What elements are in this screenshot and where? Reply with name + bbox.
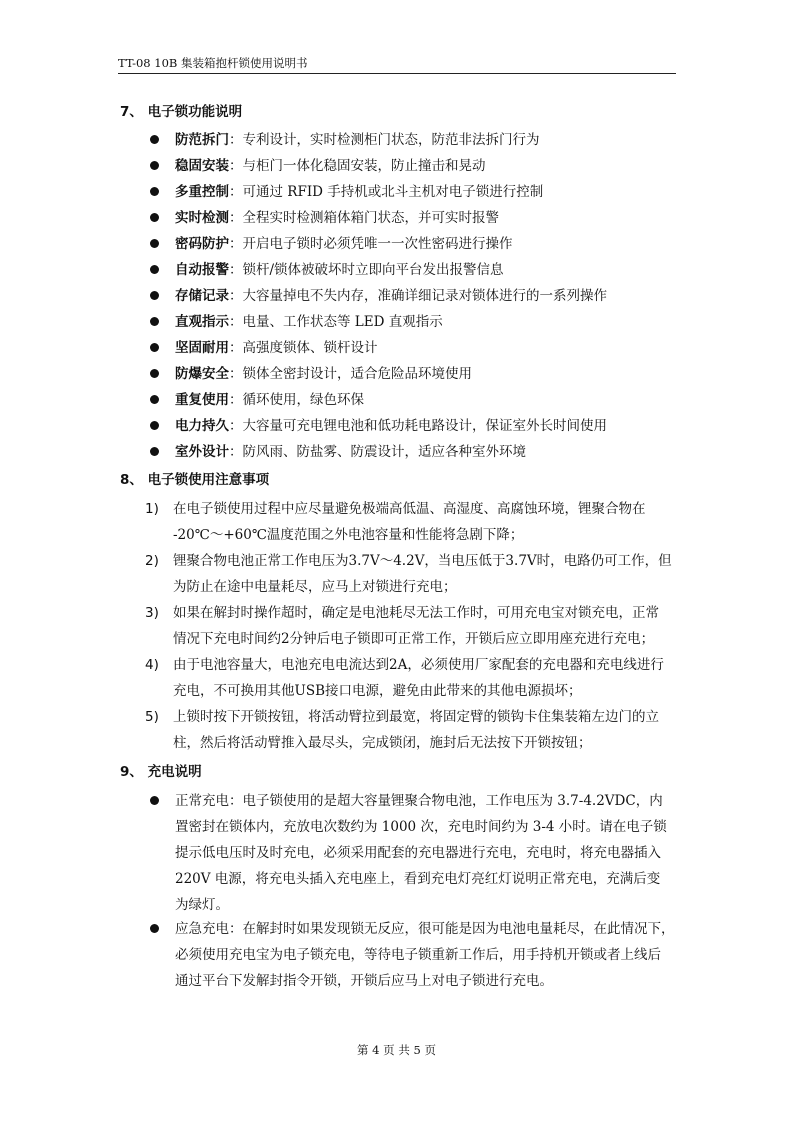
paragraph-line: 正常充电：电子锁使用的是超大容量锂聚合物电池，工作电压为 3.7-4.2VDC，内 — [175, 793, 663, 809]
feature-description: 循环使用，绿色环保 — [242, 392, 364, 408]
header-divider — [118, 73, 676, 74]
feature-separator: ： — [229, 444, 243, 460]
section-9-title: 9、 充电说明 — [120, 764, 202, 780]
feature-label: 坚固耐用 — [175, 340, 229, 356]
feature-description: 电量、工作状态等 LED 直观指示 — [242, 314, 443, 330]
feature-label: 重复使用 — [175, 392, 229, 408]
feature-text — [175, 390, 364, 410]
feature-text — [175, 130, 540, 150]
feature-description: 锁杆/锁体被破坏时立即向平台发出报警信息 — [242, 262, 504, 278]
bullet-icon — [150, 343, 159, 352]
bullet-icon — [150, 421, 159, 430]
feature-text — [175, 442, 526, 462]
item-number: 5) — [145, 709, 159, 725]
feature-description: 可通过 RFID 手持机或北斗主机对电子锁进行控制 — [242, 184, 544, 200]
feature-label: 自动报警 — [175, 262, 229, 278]
feature-label: 稳固安装 — [175, 158, 229, 174]
paragraph-line: 必须使用充电宝为电子锁充电，等待电子锁重新工作后，用手持机开锁或者上线后 — [175, 947, 661, 963]
bullet-icon — [150, 213, 159, 222]
bullet-icon — [150, 447, 159, 456]
paragraph-line: 应急充电：在解封时如果发现锁无反应，很可能是因为电池电量耗尽，在此情况下， — [175, 921, 675, 937]
feature-separator: ： — [229, 184, 243, 200]
feature-text — [175, 260, 504, 280]
feature-description: 大容量可充电锂电池和低功耗电路设计，保证室外长时间使用 — [242, 418, 607, 434]
feature-description: 高强度锁体、锁杆设计 — [242, 340, 378, 356]
page-number: 第 4 页 共 5 页 — [357, 1043, 436, 1057]
section-7-title: 7、 电子锁功能说明 — [120, 104, 243, 120]
paragraph-line: 通过平台下发解封指令开锁，开锁后应马上对电子锁进行充电。 — [175, 973, 553, 989]
bullet-icon — [150, 161, 159, 170]
feature-separator: ： — [229, 366, 243, 382]
feature-separator: ： — [229, 132, 243, 148]
feature-label: 密码防护 — [175, 236, 229, 252]
feature-label: 防爆安全 — [175, 366, 229, 382]
feature-text — [175, 156, 486, 176]
precaution-line: 锂聚合物电池正常工作电压为3.7V～4.2V，当电压低于3.7V时，电路仍可工作，但 — [173, 553, 672, 569]
feature-separator: ： — [229, 314, 243, 330]
feature-separator: ： — [229, 158, 243, 174]
precaution-line: 由于电池容量大，电池充电电流达到2A，必须使用厂家配套的充电器和充电线进行 — [173, 657, 664, 673]
bullet-icon — [150, 369, 159, 378]
feature-label: 多重控制 — [175, 184, 229, 200]
feature-label: 防范拆门 — [175, 132, 229, 148]
item-number: 1) — [145, 501, 159, 517]
bullet-icon — [150, 291, 159, 300]
bullet-icon — [150, 796, 159, 805]
item-number: 4) — [145, 657, 159, 673]
feature-text — [175, 312, 443, 332]
bullet-icon — [150, 317, 159, 326]
feature-text — [175, 286, 607, 306]
item-number: 3) — [145, 605, 159, 621]
feature-label: 室外设计 — [175, 444, 229, 460]
precaution-line: 柱，然后将活动臂推入最尽头，完成锁闭，施封后无法按下开锁按钮； — [173, 735, 592, 751]
precaution-line: 为防止在途中电量耗尽，应马上对锁进行充电； — [173, 579, 457, 595]
precaution-line: -20℃～+60℃温度范围之外电池容量和性能将急剧下降； — [173, 527, 524, 543]
feature-label: 存储记录 — [175, 288, 229, 304]
feature-text — [175, 364, 472, 384]
feature-text — [175, 416, 607, 436]
bullet-icon — [150, 239, 159, 248]
feature-separator: ： — [229, 236, 243, 252]
feature-separator: ： — [229, 262, 243, 278]
feature-description: 锁体全密封设计，适合危险品环境使用 — [242, 366, 472, 382]
item-number: 2) — [145, 553, 159, 569]
feature-description: 大容量掉电不失内存，准确详细记录对锁体进行的一系列操作 — [242, 288, 607, 304]
feature-description: 全程实时检测箱体箱门状态，并可实时报警 — [242, 210, 499, 226]
precaution-line: 如果在解封时操作超时，确定是电池耗尽无法工作时，可用充电宝对锁充电，正常 — [173, 605, 659, 621]
feature-label: 直观指示 — [175, 314, 229, 330]
feature-description: 与柜门一体化稳固安装，防止撞击和晃动 — [242, 158, 486, 174]
bullet-icon — [150, 187, 159, 196]
feature-text — [175, 338, 378, 358]
feature-text — [175, 234, 513, 254]
feature-description: 开启电子锁时必须凭唯一一次性密码进行操作 — [242, 236, 513, 252]
feature-separator: ： — [229, 288, 243, 304]
document-header: TT-08 10B 集装箱抱杆锁使用说明书 — [118, 56, 308, 70]
feature-separator: ： — [229, 210, 243, 226]
bullet-icon — [150, 924, 159, 933]
paragraph-line: 提示低电压时及时充电，必须采用配套的充电器进行充电，充电时，将充电器插入 — [175, 845, 661, 861]
feature-description: 防风雨、防盐雾、防震设计，适应各种室外环境 — [242, 444, 526, 460]
precaution-line: 上锁时按下开锁按钮，将活动臂拉到最宽，将固定臂的锁钩卡住集装箱左边门的立 — [173, 709, 659, 725]
feature-label: 电力持久 — [175, 418, 229, 434]
paragraph-line: 220V 电源，将充电头插入充电座上，看到充电灯亮红灯说明正常充电，充满后变 — [175, 871, 661, 887]
bullet-icon — [150, 265, 159, 274]
paragraph-line: 为绿灯。 — [175, 897, 229, 913]
precaution-line: 情况下充电时间约2分钟后电子锁即可正常工作，开锁后应立即用座充进行充电； — [173, 631, 655, 647]
paragraph-line: 置密封在锁体内，充放电次数约为 1000 次，充电时间约为 3-4 小时。请在电子锁 — [175, 819, 667, 835]
feature-separator: ： — [229, 418, 243, 434]
feature-description: 专利设计，实时检测柜门状态，防范非法拆门行为 — [242, 132, 540, 148]
feature-separator: ： — [229, 392, 243, 408]
precaution-line: 充电，不可换用其他USB接口电源，避免由此带来的其他电源损坏； — [173, 683, 582, 699]
feature-text — [175, 182, 543, 202]
feature-separator: ： — [229, 340, 243, 356]
bullet-icon — [150, 135, 159, 144]
feature-text — [175, 208, 499, 228]
bullet-icon — [150, 395, 159, 404]
feature-label: 实时检测 — [175, 210, 229, 226]
precaution-line: 在电子锁使用过程中应尽量避免极端高低温、高湿度、高腐蚀环境，锂聚合物在 — [173, 501, 646, 517]
section-8-title: 8、 电子锁使用注意事项 — [120, 472, 270, 488]
